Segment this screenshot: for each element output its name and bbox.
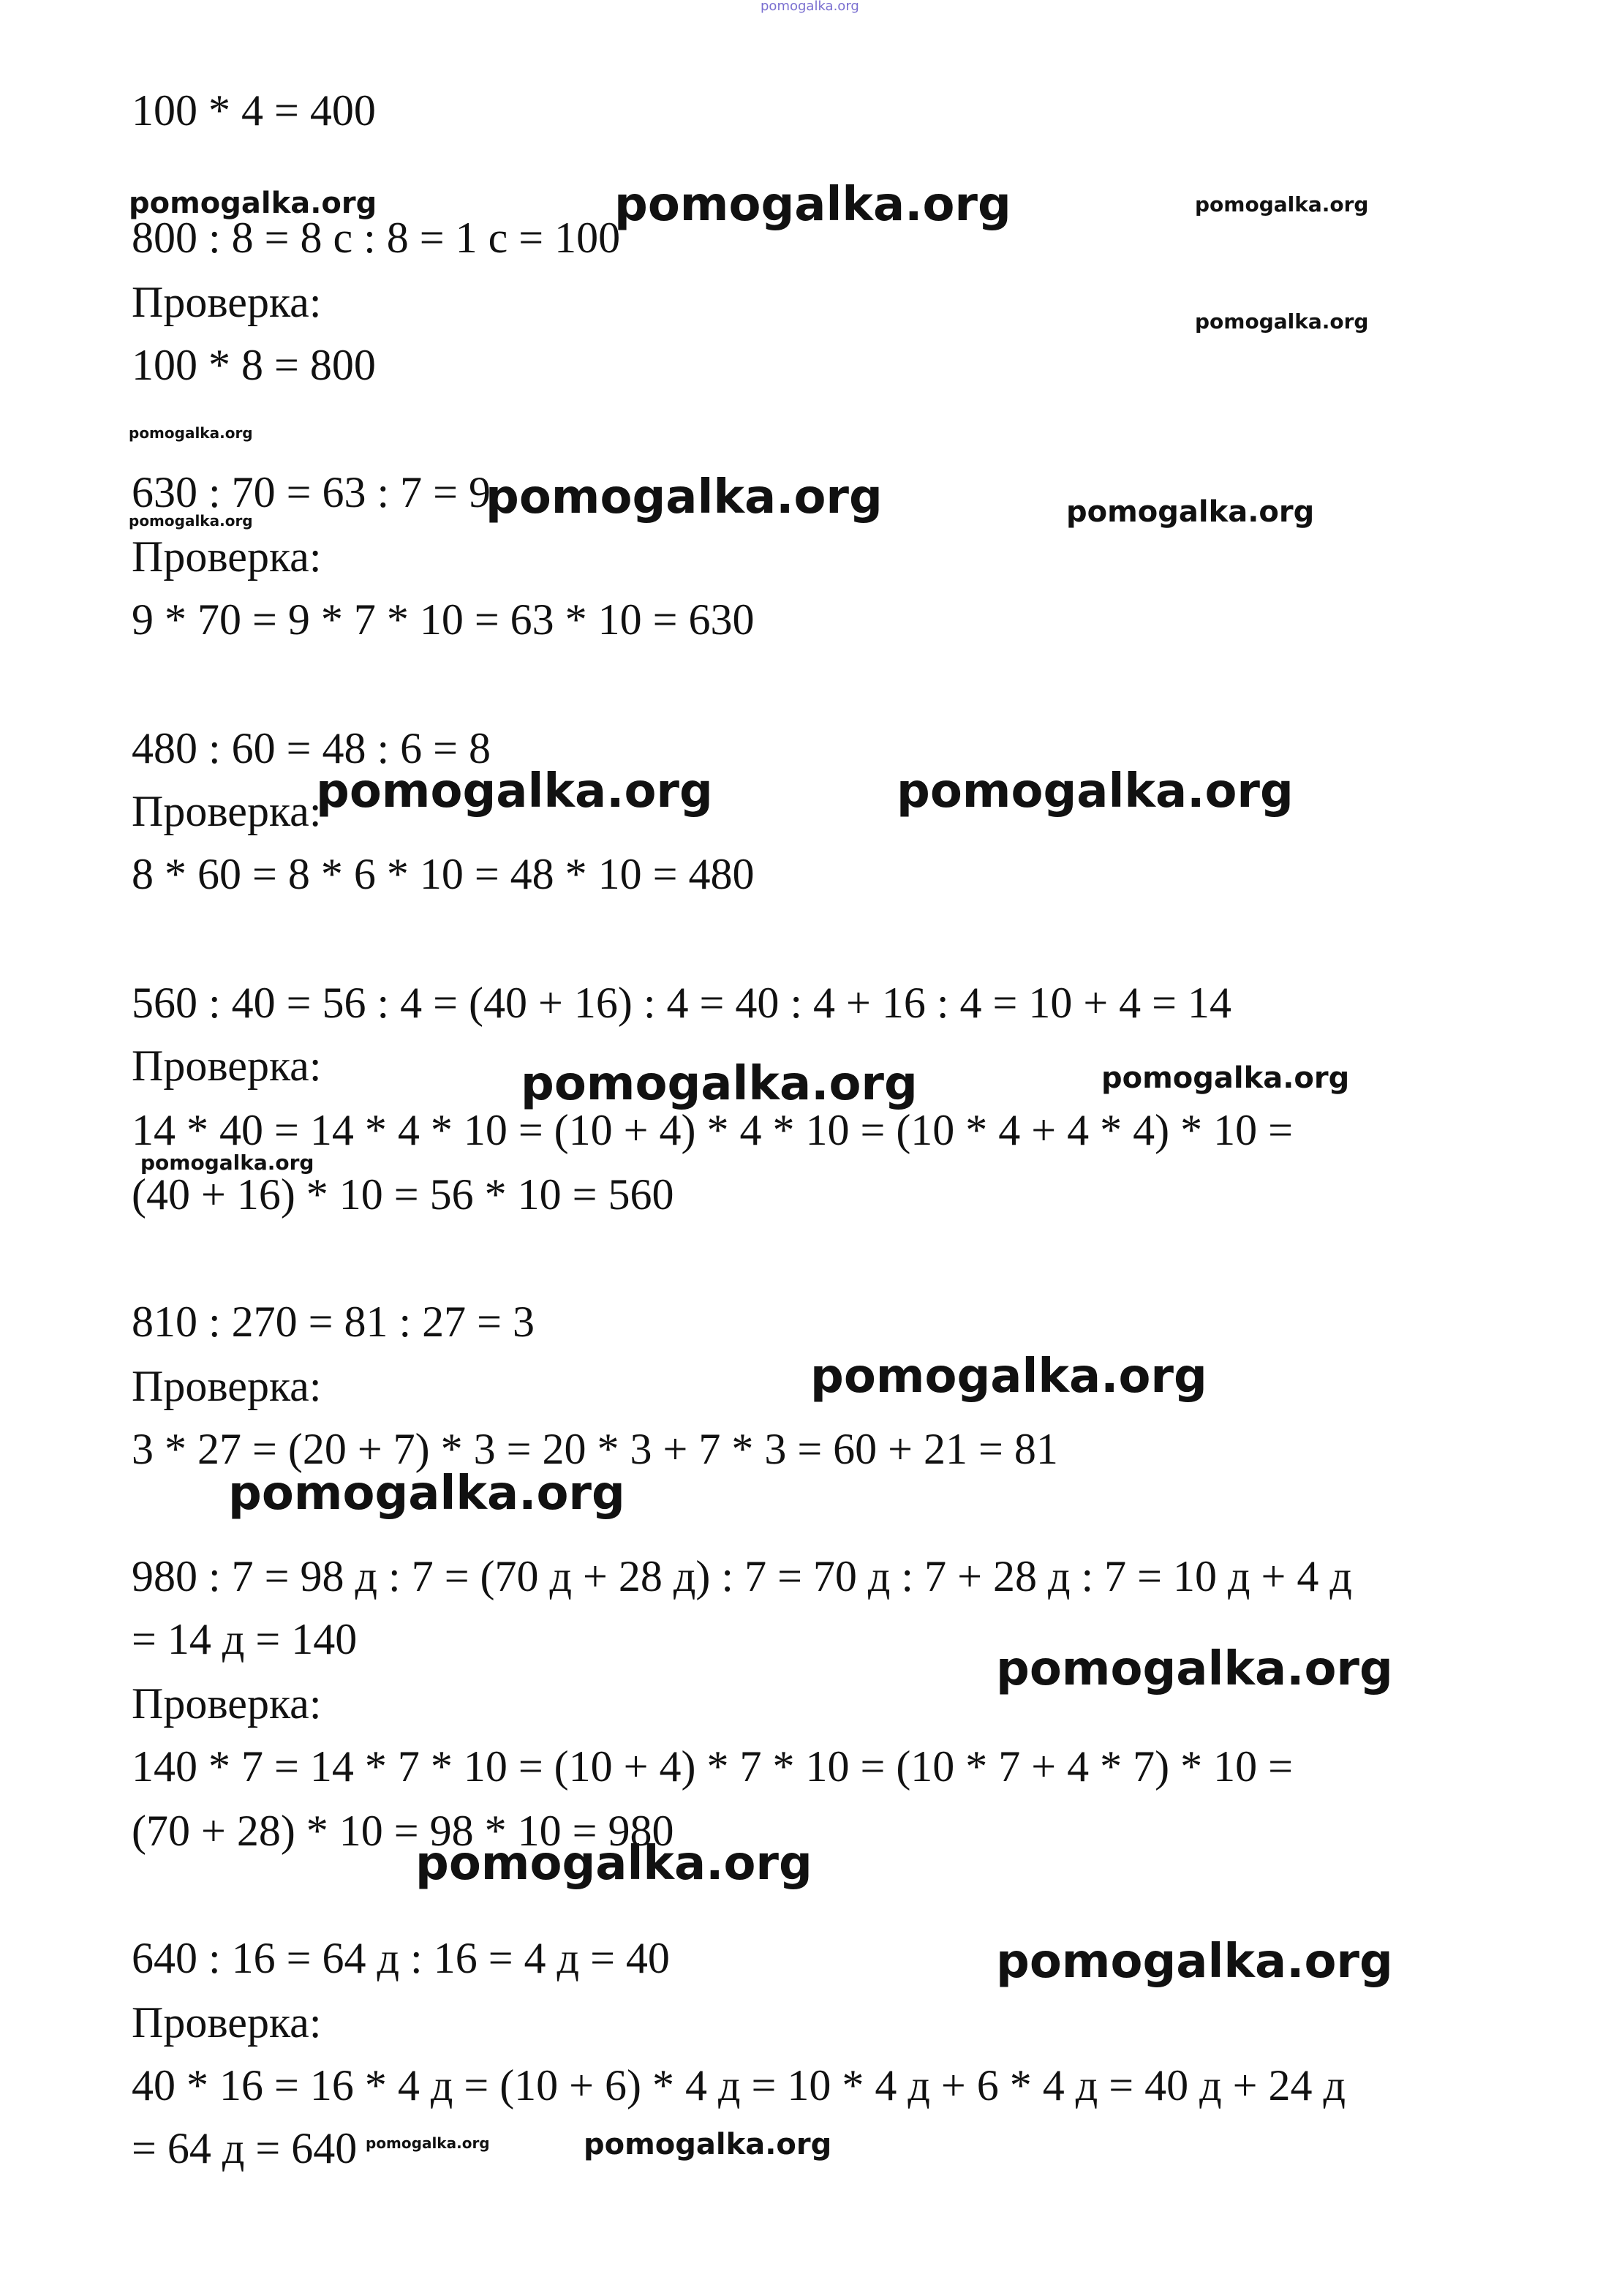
watermark: pomogalka.org [996,1642,1393,1696]
equation-line: 560 : 40 = 56 : 4 = (40 + 16) : 4 = 40 : 4 + 16 : 4 = 10 + 4 = 14 [132,979,1232,1027]
check-label: Проверка: [132,787,322,835]
watermark: pomogalka.org [1195,192,1369,217]
check-label: Проверка: [132,1042,322,1090]
equation-line: 3 * 27 = (20 + 7) * 3 = 20 * 3 + 7 * 3 = 60 + 21 = 81 [132,1425,1058,1473]
watermark: pomogalka.org [415,1837,812,1891]
watermark: pomogalka.org [486,470,883,524]
equation-line: 980 : 7 = 98 д : 7 = (70 д + 28 д) : 7 = 70 д : 7 + 28 д : 7 = 10 д + 4 д [132,1552,1352,1600]
equation-line: 100 * 4 = 400 [132,86,376,135]
equation-line: 810 : 270 = 81 : 27 = 3 [132,1298,535,1346]
check-label: Проверка: [132,278,322,326]
equation-line: 480 : 60 = 48 : 6 = 8 [132,724,491,772]
equation-line: (70 + 28) * 10 = 98 * 10 = 980 [132,1807,674,1855]
equation-line: 630 : 70 = 63 : 7 = 9 [132,468,491,516]
watermark: pomogalka.org [521,1057,918,1111]
watermark: pomogalka.org [1101,1061,1350,1095]
watermark: pomogalka.org [129,187,377,220]
watermark: pomogalka.org [996,1935,1393,1989]
equation-line: 8 * 60 = 8 * 6 * 10 = 48 * 10 = 480 [132,850,755,898]
watermark: pomogalka.org [228,1467,625,1521]
watermark: pomogalka.org [129,512,253,530]
equation-line: (40 + 16) * 10 = 56 * 10 = 560 [132,1170,674,1219]
watermark: pomogalka.org [129,424,253,442]
equation-line: = 64 д = 640 [132,2124,358,2172]
watermark: pomogalka.org [140,1151,314,1175]
watermark: pomogalka.org [1195,309,1369,334]
watermark: pomogalka.org [316,764,713,818]
equation-line: = 14 д = 140 [132,1615,358,1663]
equation-line: 14 * 40 = 14 * 4 * 10 = (10 + 4) * 4 * 10 = (10 * 4 + 4 * 4) * 10 = [132,1106,1293,1154]
equation-line: 40 * 16 = 16 * 4 д = (10 + 6) * 4 д = 10 * 4 д + 6 * 4 д = 40 д + 24 д [132,2061,1346,2109]
equation-line: 140 * 7 = 14 * 7 * 10 = (10 + 4) * 7 * 10 = (10 * 7 + 4 * 7) * 10 = [132,1742,1293,1791]
equation-line: 100 * 8 = 800 [132,341,376,389]
check-label: Проверка: [132,1998,322,2047]
equation-line: 800 : 8 = 8 с : 8 = 1 с = 100 [132,214,621,262]
watermark: pomogalka.org [366,2134,490,2152]
equation-line: 9 * 70 = 9 * 7 * 10 = 63 * 10 = 630 [132,595,755,644]
watermark: pomogalka.org [614,178,1011,232]
watermark: pomogalka.org [584,2128,832,2161]
equation-line: 640 : 16 = 64 д : 16 = 4 д = 40 [132,1934,670,1982]
check-label: Проверка: [132,1362,322,1410]
check-label: Проверка: [132,1679,322,1728]
watermark: pomogalka.org [1066,495,1315,529]
check-label: Проверка: [132,532,322,581]
watermark: pomogalka.org [897,764,1294,818]
watermark: pomogalka.org [810,1350,1207,1404]
watermark: pomogalka.org [761,0,859,14]
